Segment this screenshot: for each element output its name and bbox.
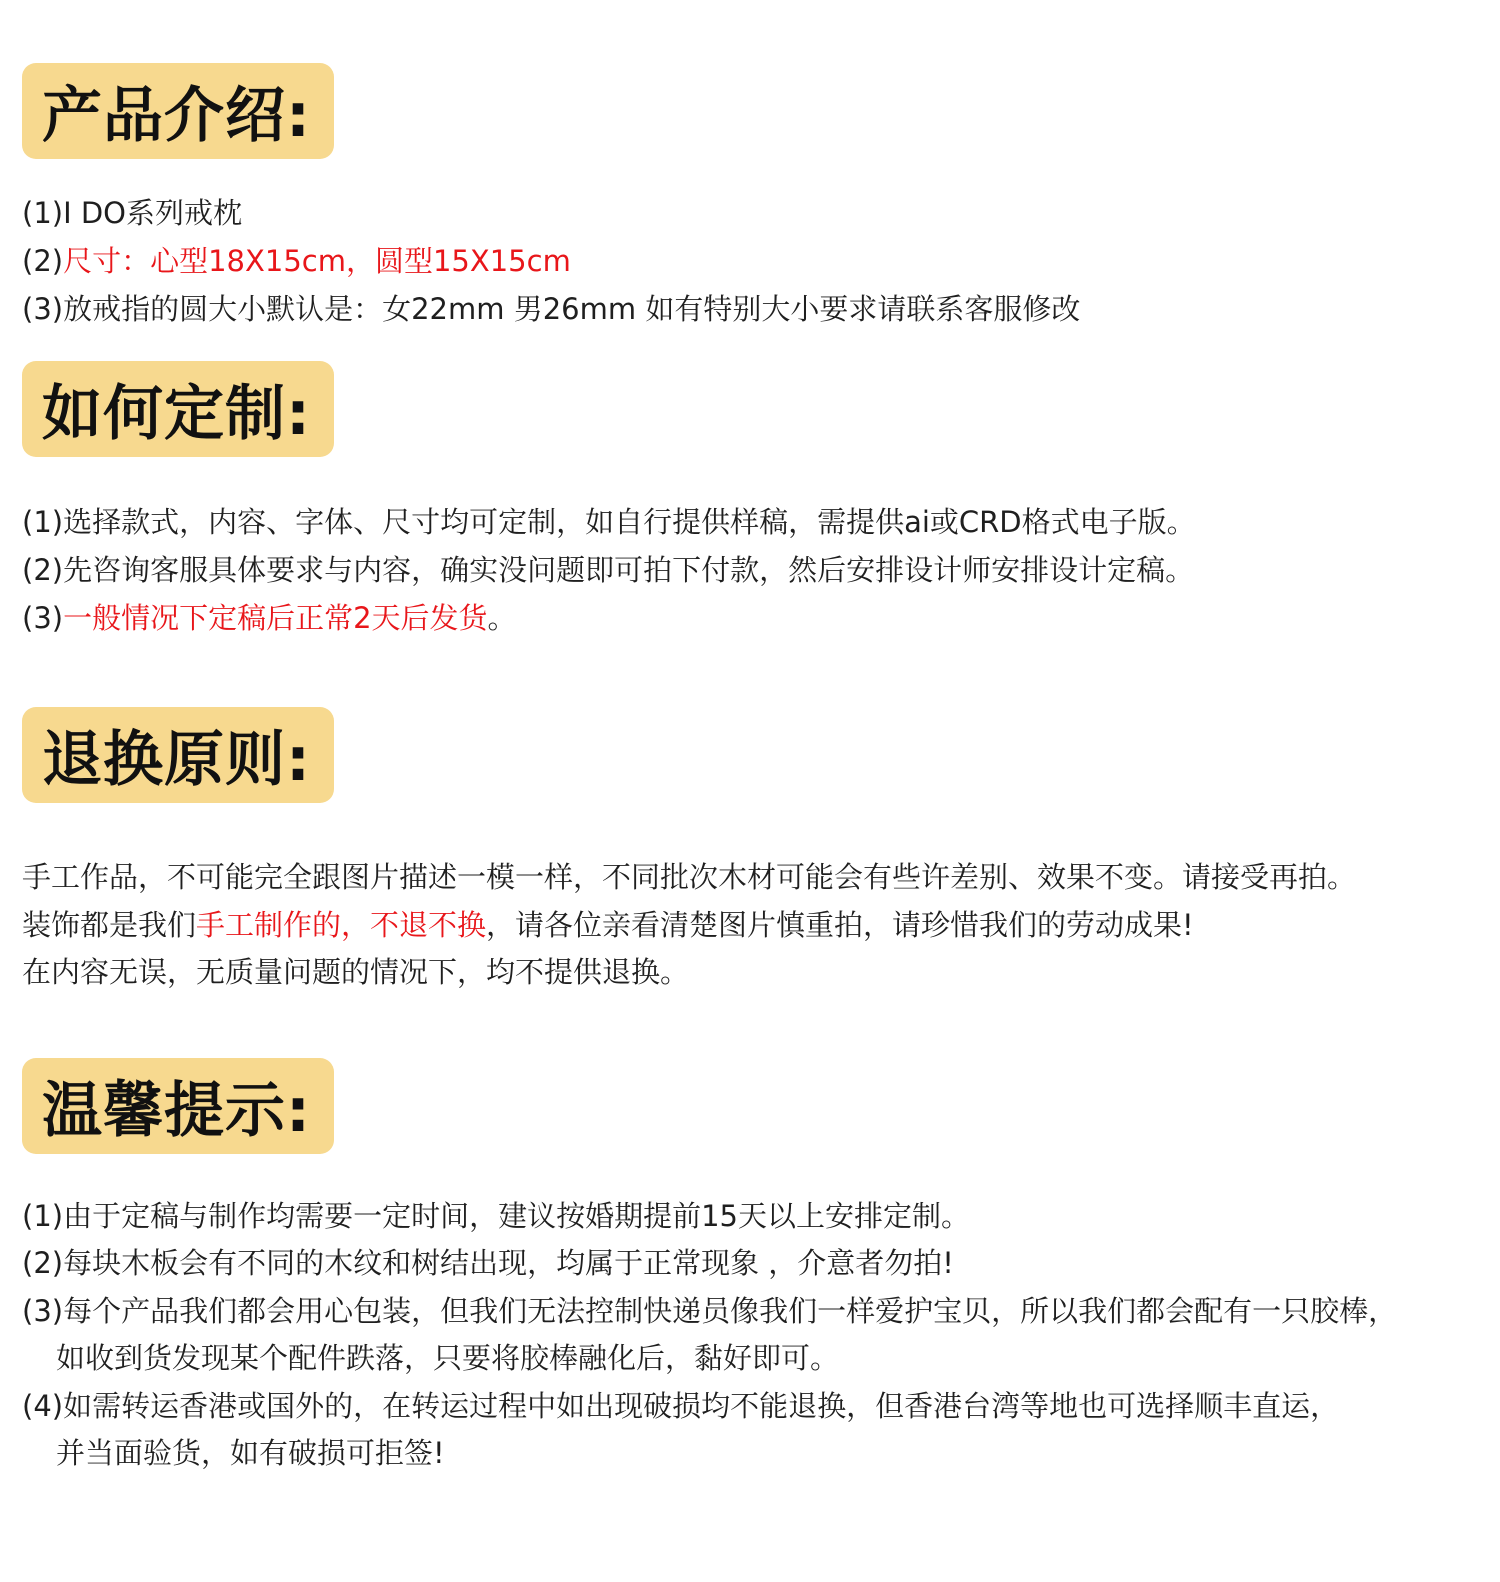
returns-line-1: 手工作品，不可能完全跟图片描述一模一样，不同批次木材可能会有些许差别、效果不变。请接受再拍。	[22, 860, 1357, 894]
heading-label: 退换原则:	[42, 725, 311, 795]
tips-line-4-continued: 并当面验货，如有破损可拒签!	[56, 1436, 445, 1470]
heading-label: 如何定制:	[42, 379, 311, 449]
intro-line-2	[22, 244, 571, 278]
section-heading-custom	[22, 361, 334, 457]
shipping-highlight: 一般情况下定稿后正常2天后发货	[63, 601, 488, 635]
line-prefix: (2)	[22, 244, 64, 278]
line-prefix: (3)	[22, 601, 64, 635]
custom-line-1: (1)选择款式，内容、字体、尺寸均可定制，如自行提供样稿，需提供ai或CRD格式电子版。	[22, 505, 1196, 539]
heading-label: 产品介绍:	[42, 81, 311, 151]
heading-label: 温馨提示:	[42, 1076, 311, 1146]
tips-line-1: (1)由于定稿与制作均需要一定时间，建议按婚期提前15天以上安排定制。	[22, 1199, 970, 1233]
intro-line-1: (1)I DO系列戒枕	[22, 196, 243, 230]
line-prefix: 装饰都是我们	[22, 908, 197, 942]
returns-line-3: 在内容无误，无质量问题的情况下，均不提供退换。	[22, 955, 690, 989]
tips-line-4: (4)如需转运香港或国外的，在转运过程中如出现破损均不能退换，但香港台湾等地也可选择顺丰直运，	[22, 1389, 1340, 1423]
custom-line-3	[22, 601, 517, 635]
intro-line-3: (3)放戒指的圆大小默认是：女22mm 男26mm 如有特别大小要求请联系客服修改	[22, 292, 1081, 326]
tips-line-2: (2)每块木板会有不同的木纹和树结出现，均属于正常现象 ，介意者勿拍!	[22, 1246, 954, 1280]
tips-line-3-continued: 如收到货发现某个配件跌落，只要将胶棒融化后，黏好即可。	[56, 1341, 840, 1375]
line-suffix: ，请各位亲看清楚图片慎重拍，请珍惜我们的劳动成果!	[486, 908, 1194, 942]
section-heading-returns	[22, 707, 334, 803]
line-suffix: 。	[487, 601, 517, 635]
section-heading-intro	[22, 63, 334, 159]
tips-line-3: (3)每个产品我们都会用心包装，但我们无法控制快递员像我们一样爱护宝贝，所以我们都会配有一只胶棒，	[22, 1294, 1398, 1328]
section-heading-tips	[22, 1058, 334, 1154]
size-highlight: 尺寸：心型18X15cm，圆型15X15cm	[63, 244, 571, 278]
returns-line-2	[22, 908, 1194, 942]
no-return-highlight: 手工制作的，不退不换	[196, 908, 487, 942]
custom-line-2: (2)先咨询客服具体要求与内容，确实没问题即可拍下付款，然后安排设计师安排设计定稿。	[22, 553, 1195, 587]
